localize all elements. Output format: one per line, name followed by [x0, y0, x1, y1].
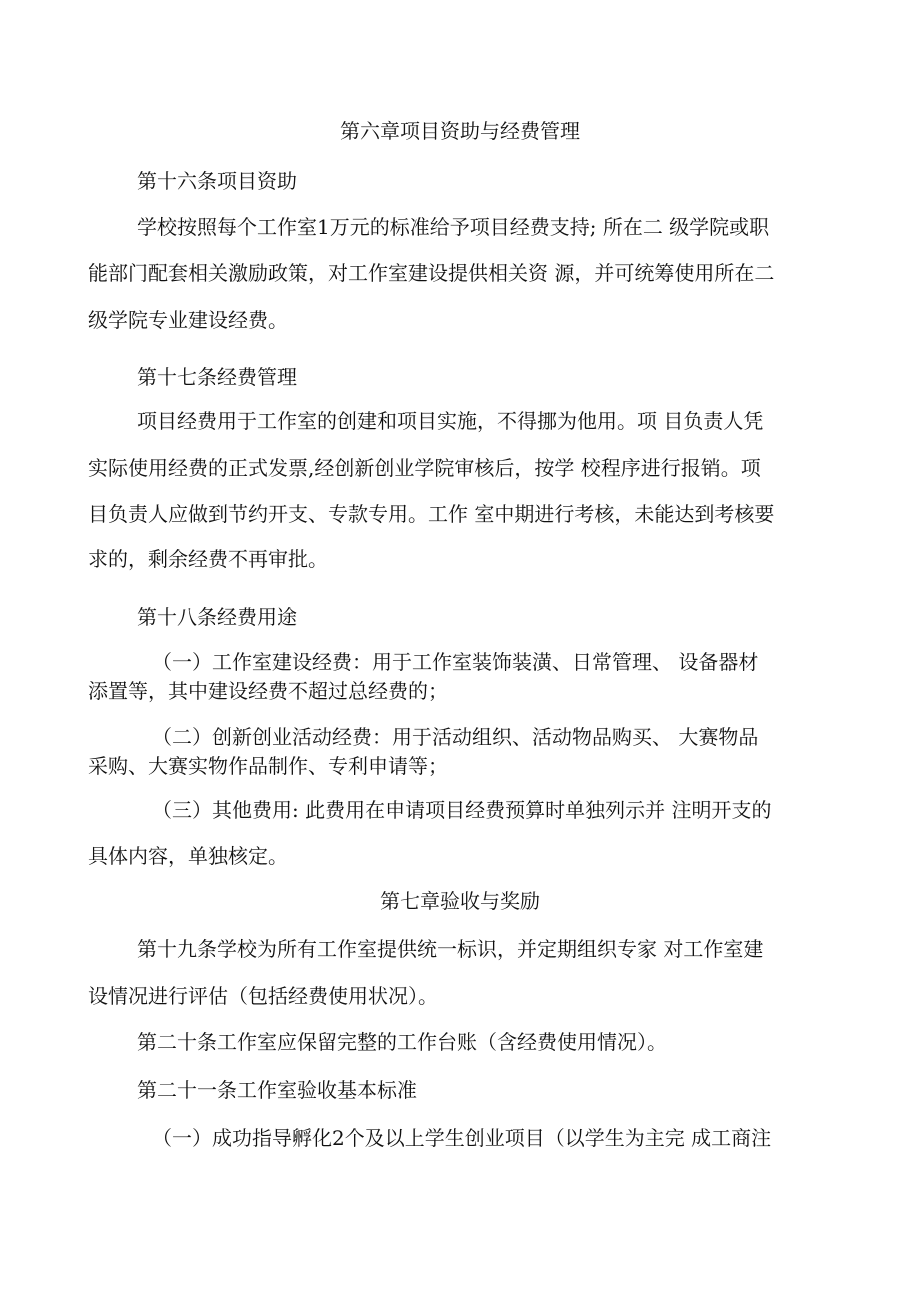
article-18-item-1-line-1: （一）工作室建设经费：用于工作室装饰装潢、日常管理、 设备器材: [152, 650, 759, 674]
article-21-item-1: （一）成功指导孵化2个及以上学生创业项目（以学生为主完 成工商注: [152, 1126, 772, 1150]
article-18-item-3-line-1: （三）其他费用: 此费用在申请项目经费预算时单独列示并 注明开支的: [152, 798, 772, 822]
article-16-line-2: 能部门配套相关激励政策，对工作室建设提供相关资 源，并可统筹使用所在二: [88, 261, 775, 285]
article-17-line-2: 实际使用经费的正式发票,经创新创业学院审核后，按学 校程序进行报销。项: [88, 456, 761, 480]
article-18-item-3-line-2: 具体内容，单独核定。: [88, 844, 288, 868]
article-19-line-1: 第十九条学校为所有工作室提供统一标识，并定期组织专家 对工作室建: [137, 937, 764, 961]
article-17-line-3: 目负责人应做到节约开支、专款专用。工作 室中期进行考核，未能达到考核要: [88, 502, 775, 526]
article-21-heading: 第二十一条工作室验收基本标准: [137, 1078, 417, 1102]
chapter-7-title: 第七章验收与奖励: [380, 889, 540, 913]
article-17-line-1: 项目经费用于工作室的创建和项目实施，不得挪为他用。项 目负责人凭: [137, 409, 764, 433]
article-19-line-2: 设情况进行评估（包括经费使用状况）。: [88, 984, 438, 1008]
article-18-heading: 第十八条经费用途: [137, 605, 297, 629]
article-17-line-4: 求的，剩余经费不再审批。: [88, 547, 328, 571]
article-16-line-3: 级学院专业建设经费。: [88, 308, 288, 332]
article-18-item-2-line-2: 采购、大赛实物作品制作、专利申请等；: [88, 754, 448, 778]
article-18-item-2-line-1: （二）创新创业活动经费：用于活动组织、活动物品购买、 大赛物品: [152, 725, 759, 749]
article-16-heading: 第十六条项目资助: [137, 169, 297, 193]
chapter-6-title: 第六章项目资助与经费管理: [340, 119, 580, 143]
article-17-heading: 第十七条经费管理: [137, 365, 297, 389]
article-16-line-1: 学校按照每个工作室1万元的标准给予项目经费支持; 所在二 级学院或职: [137, 215, 770, 239]
article-18-item-1-line-2: 添置等，其中建设经费不超过总经费的；: [88, 679, 448, 703]
article-20: 第二十条工作室应保留完整的工作台账（含经费使用情况）。: [137, 1030, 667, 1054]
